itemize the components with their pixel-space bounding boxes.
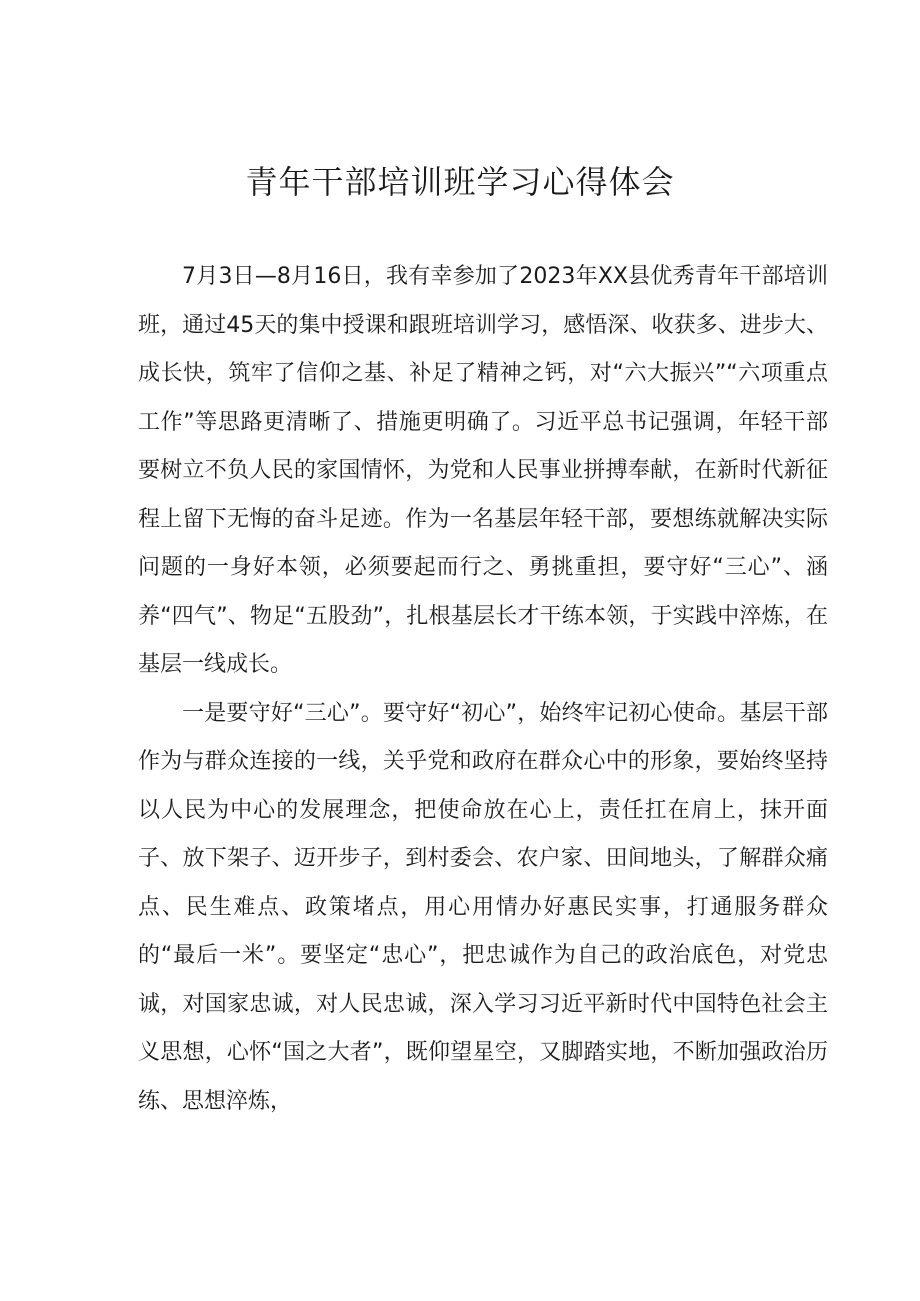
paragraph-three-hearts: 一是要守好“三心”。要守好“初心”，始终牢记初心使命。基层干部作为与群众连接的一线，关乎党和政府在群众心中的形象，要始终坚持以人民为中心的发展理念，把使命放在心上，责任扛在肩上，抹开面子、放下架子、迈开步子，到村委会、农户家、田间地头，了解群众痛点、民生难点、政策堵点，用心用情办好惠民实事，打通服务群众的“最后一米”。要坚定“忠心”，把忠诚作为自己的政治底色，对党忠诚，对国家忠诚，对人民忠诚，深入学习习近平新时代中国特色社会主义思想，心怀“国之大者”，既仰望星空，又脚踏实地，不断加强政治历练、思想淬炼，: [138, 700, 828, 1114]
document-title: 青年干部培训班学习心得体会: [245, 163, 675, 201]
paragraph-intro: 7月3日—8月16日，我有幸参加了2023年XX县优秀青年干部培训班，通过45天的集中授课和跟班培训学习，感悟深、收获多、进步大、成长快，筑牢了信仰之基、补足了精神之钙，对“六大振兴”“六项重点工作”等思路更清晰了、措施更明确了。习近平总书记强调，年轻干部要树立不负人民的家国情怀，为党和人民事业拼搏奉献，在新时代新征程上留下无悔的奋斗足迹。作为一名基层年轻干部，要想练就解决实际问题的一身好本领，必须要起而行之、勇挑重担，要守好“三心”、涵养“四气”、物足“五股劲”，扎根基层长才干练本领，于实践中淬炼，在基层一线成长。: [138, 264, 828, 677]
document-body: [138, 253, 828, 1126]
